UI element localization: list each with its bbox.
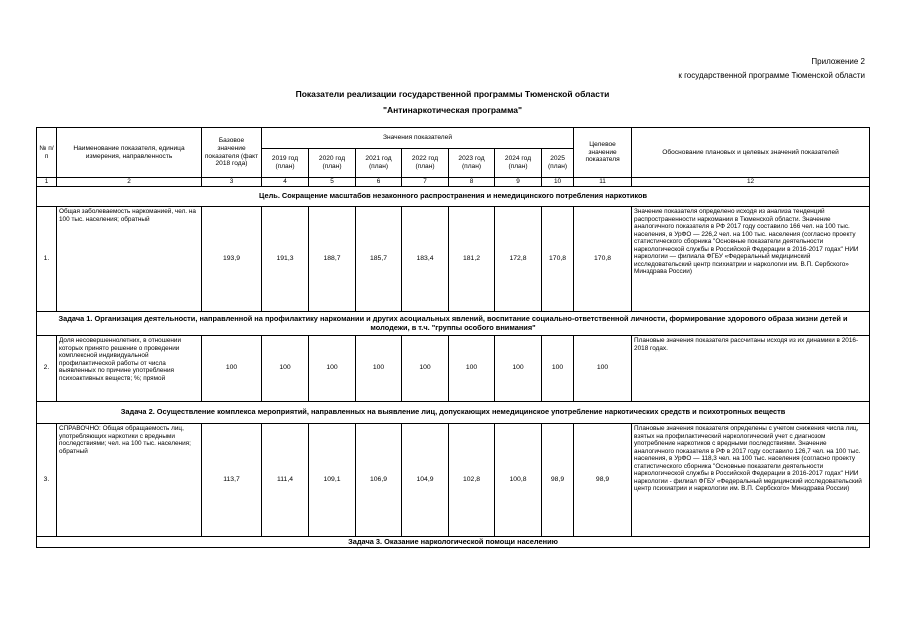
section-row-task-1 (37, 312, 870, 336)
year-value: 104,9 (402, 424, 449, 537)
column-number: 2 (57, 178, 202, 187)
program-name: "Антинаркотическая программа" (382, 105, 523, 115)
table-row (37, 424, 870, 537)
header-year: 2021 год (план) (356, 149, 402, 178)
column-number: 7 (402, 178, 449, 187)
column-number: 5 (309, 178, 356, 187)
column-number: 4 (262, 178, 309, 187)
column-number: 1 (37, 178, 57, 187)
indicator-name: Доля несовершеннолетних, в отношении которых принято решение о проведении комплексной индивидуальной профилактической работы от числа выявленных по причине употребления психоактивных веществ; %; прямой (57, 336, 202, 402)
year-value: 172,8 (495, 207, 542, 312)
year-value: 111,4 (262, 424, 309, 537)
column-number: 6 (356, 178, 402, 187)
header-num: № п/п (37, 128, 57, 178)
column-number-row (37, 178, 870, 187)
year-value: 183,4 (402, 207, 449, 312)
section-row-task-3 (37, 537, 870, 548)
year-value: 100 (402, 336, 449, 402)
target-value: 170,8 (574, 207, 632, 312)
section-heading: Цель. Сокращение масштабов незаконного распространения и немедицинского потребления наркотиков (37, 187, 870, 207)
column-number: 12 (632, 178, 870, 187)
table-row (37, 336, 870, 402)
year-value: 100 (356, 336, 402, 402)
year-value: 100 (449, 336, 495, 402)
year-value: 100,8 (495, 424, 542, 537)
column-number: 8 (449, 178, 495, 187)
row-number: 3. (37, 424, 57, 537)
row-number: 1. (37, 207, 57, 312)
header-values: Значения показателей (262, 128, 574, 149)
year-value: 106,9 (356, 424, 402, 537)
row-number: 2. (37, 336, 57, 402)
target-value: 98,9 (574, 424, 632, 537)
basis-text: Плановые значения показателя рассчитаны исходя из их динамики в 2016-2018 годах. (632, 336, 870, 402)
indicator-name: Общая заболеваемость наркоманией, чел. на 100 тыс. населения; обратный (57, 207, 202, 312)
header-year: 2025 (план) (542, 149, 574, 178)
header-name: Наименование показателя, единица измерения, направленность (57, 128, 202, 178)
year-value: 109,1 (309, 424, 356, 537)
header-base: Базовое значение показателя (факт 2018 года) (202, 128, 262, 178)
header-year: 2022 год (план) (402, 149, 449, 178)
table-row (37, 207, 870, 312)
appendix-line-1: Приложение 2 (811, 57, 865, 66)
basis-text: Значение показателя определено исходя из анализа тенденций распространенности наркомании в Тюменской области. Значение аналогичного показателя в РФ 2017 году составило 166 чел. на 100 тыс. населения, в УрФО — 226,2 чел. на 100 тыс. населения (согласно проекту статистического сборника "Основные показатели деятельности наркологической службы в Российской Федерации в 2016-2017 годах" НИИ наркологии — филиала ФГБУ «Федеральный медицинский исследовательский центр психиатрии и наркологии им. В.П. Сербского» Минздрава России) (632, 207, 870, 312)
column-number: 10 (542, 178, 574, 187)
appendix-line-2: к государственной программе Тюменской области (678, 71, 865, 80)
header-basis: Обоснование плановых и целевых значений показателей (632, 128, 870, 178)
year-value: 100 (542, 336, 574, 402)
header-row (37, 128, 870, 149)
year-value: 100 (309, 336, 356, 402)
basis-text: Плановые значения показателя определены с учетом снижения числа лиц, взятых на профилактический наркологический учет с диагнозом употребление наркотиков с вредными последствиями. Значение аналогичного показателя в РФ в 2017 году составило 126,7 чел. на 100 тыс. населения, в УрФО — 118,3 чел. на 100 тыс. населения (согласно проекту статистического сборника "Основные показатели деятельности наркологической службы в Российской Федерации в 2016-2017 годах" НИИ наркологии - филиал ФГБУ «Федеральный медицинский исследовательский центр психиатрии и наркологии им. В.П. Сербского» Минздрава России) (632, 424, 870, 537)
document-title: Показатели реализации государственной программы Тюменской области (295, 89, 610, 99)
year-value: 170,8 (542, 207, 574, 312)
column-number: 11 (574, 178, 632, 187)
year-value: 185,7 (356, 207, 402, 312)
column-number: 9 (495, 178, 542, 187)
section-row-goal (37, 187, 870, 207)
section-heading: Задача 3. Оказание наркологической помощи населению (37, 537, 870, 548)
year-value: 98,9 (542, 424, 574, 537)
indicator-name: СПРАВОЧНО: Общая обращаемость лиц, употребляющих наркотики с вредными последствиями; чел. на 100 тыс. населения; обратный (57, 424, 202, 537)
section-row-task-2 (37, 402, 870, 424)
section-heading: Задача 2. Осуществление комплекса мероприятий, направленных на выявление лиц, допускающих немедицинское употребление наркотических средств и психотропных веществ (37, 402, 870, 424)
year-value: 188,7 (309, 207, 356, 312)
indicators-table (36, 127, 870, 548)
year-value: 191,3 (262, 207, 309, 312)
column-number: 3 (202, 178, 262, 187)
base-value: 113,7 (202, 424, 262, 537)
year-value: 181,2 (449, 207, 495, 312)
header-year: 2019 год (план) (262, 149, 309, 178)
target-value: 100 (574, 336, 632, 402)
base-value: 193,9 (202, 207, 262, 312)
year-value: 100 (262, 336, 309, 402)
section-heading: Задача 1. Организация деятельности, направленной на профилактику наркомании и других асоциальных явлений, воспитание социально-ответственной личности, формирование здорового образа жизни детей и молодежи, в т.ч. "группы особого внимания" (37, 312, 870, 336)
base-value: 100 (202, 336, 262, 402)
header-target: Целевое значение показателя (574, 128, 632, 178)
year-value: 100 (495, 336, 542, 402)
year-value: 102,8 (449, 424, 495, 537)
header-year: 2024 год (план) (495, 149, 542, 178)
header-year: 2023 год (план) (449, 149, 495, 178)
header-year: 2020 год (план) (309, 149, 356, 178)
